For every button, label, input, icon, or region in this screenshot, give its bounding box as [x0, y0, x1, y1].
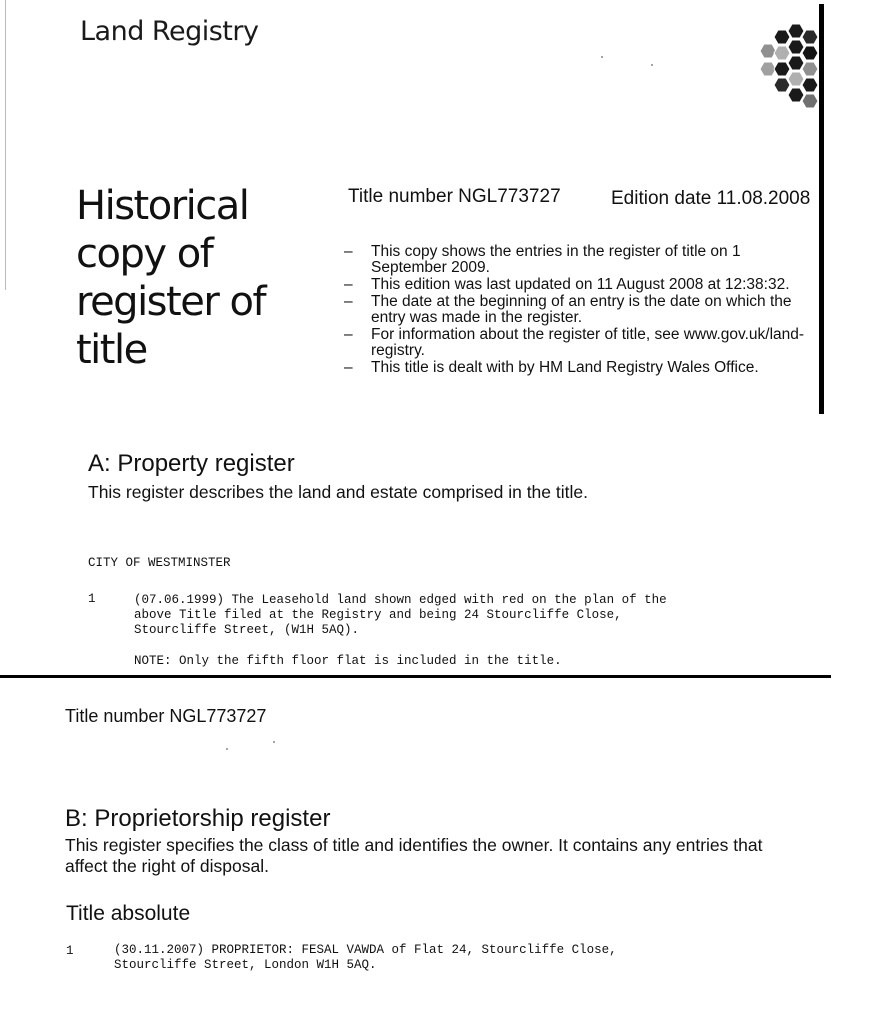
title-class: Title absolute [66, 902, 191, 925]
property-entry-text: (07.06.1999) The Leasehold land shown edged with red on the plan of the above Title filed at the Registry and being 24 Stourcliffe Close, Stourcliffe Street, (W1H 5AQ). [134, 593, 667, 637]
property-register-heading: A: Property register [88, 450, 295, 477]
note-dash: – [344, 326, 353, 343]
notes-list [344, 244, 820, 377]
property-entry-number: 1 [88, 592, 96, 606]
property-register-description: This register describes the land and estate comprised in the title. [88, 482, 588, 502]
proprietorship-register-description: This register specifies the class of title and identifies the owner. It contains any entries that affect the right of disposal. [65, 835, 763, 876]
note-dash: – [344, 244, 353, 260]
note-item [344, 244, 820, 276]
scan-left-edge [5, 0, 6, 290]
note-dash: – [344, 359, 353, 376]
note-text: This edition was last updated on 11 August 2008 at 12:38:32. [371, 276, 790, 293]
note-item [344, 327, 820, 359]
note-item [344, 294, 820, 326]
note-text: The date at the beginning of an entry is the date on which the entry was made in the register. [371, 293, 792, 326]
property-entry-note: NOTE: Only the fifth floor flat is included in the title. [134, 654, 562, 668]
edition-date: Edition date 11.08.2008 [611, 188, 811, 209]
note-dash: – [344, 293, 353, 310]
scan-speck [651, 64, 653, 66]
district-label: CITY OF WESTMINSTER [88, 556, 231, 570]
note-text: This copy shows the entries in the register of title on 1 September 2009. [371, 244, 741, 276]
scan-speck [601, 56, 603, 58]
land-registry-logo: Land Registry [80, 16, 259, 47]
page-divider [0, 675, 831, 678]
page2-title-number: Title number NGL773727 [65, 706, 267, 726]
title-number: Title number NGL773727 [348, 186, 561, 207]
land-registry-hex-logo-icon [758, 24, 822, 114]
scan-speck [273, 741, 275, 743]
note-item [344, 360, 820, 376]
note-text: This title is dealt with by HM Land Registry Wales Office. [371, 359, 759, 376]
proprietorship-register-heading: B: Proprietorship register [65, 805, 331, 832]
document-title: Historical copy of register of title [76, 183, 266, 373]
proprietor-entry-number: 1 [66, 944, 74, 958]
note-text: For information about the register of title, see www.gov.uk/land-registry. [371, 326, 805, 359]
scan-speck [226, 748, 228, 750]
note-dash: – [344, 276, 353, 293]
proprietor-entry-text: (30.11.2007) PROPRIETOR: FESAL VAWDA of Flat 24, Stourcliffe Close, Stourcliffe Street, London W1H 5AQ. [114, 943, 617, 972]
note-item [344, 277, 820, 293]
